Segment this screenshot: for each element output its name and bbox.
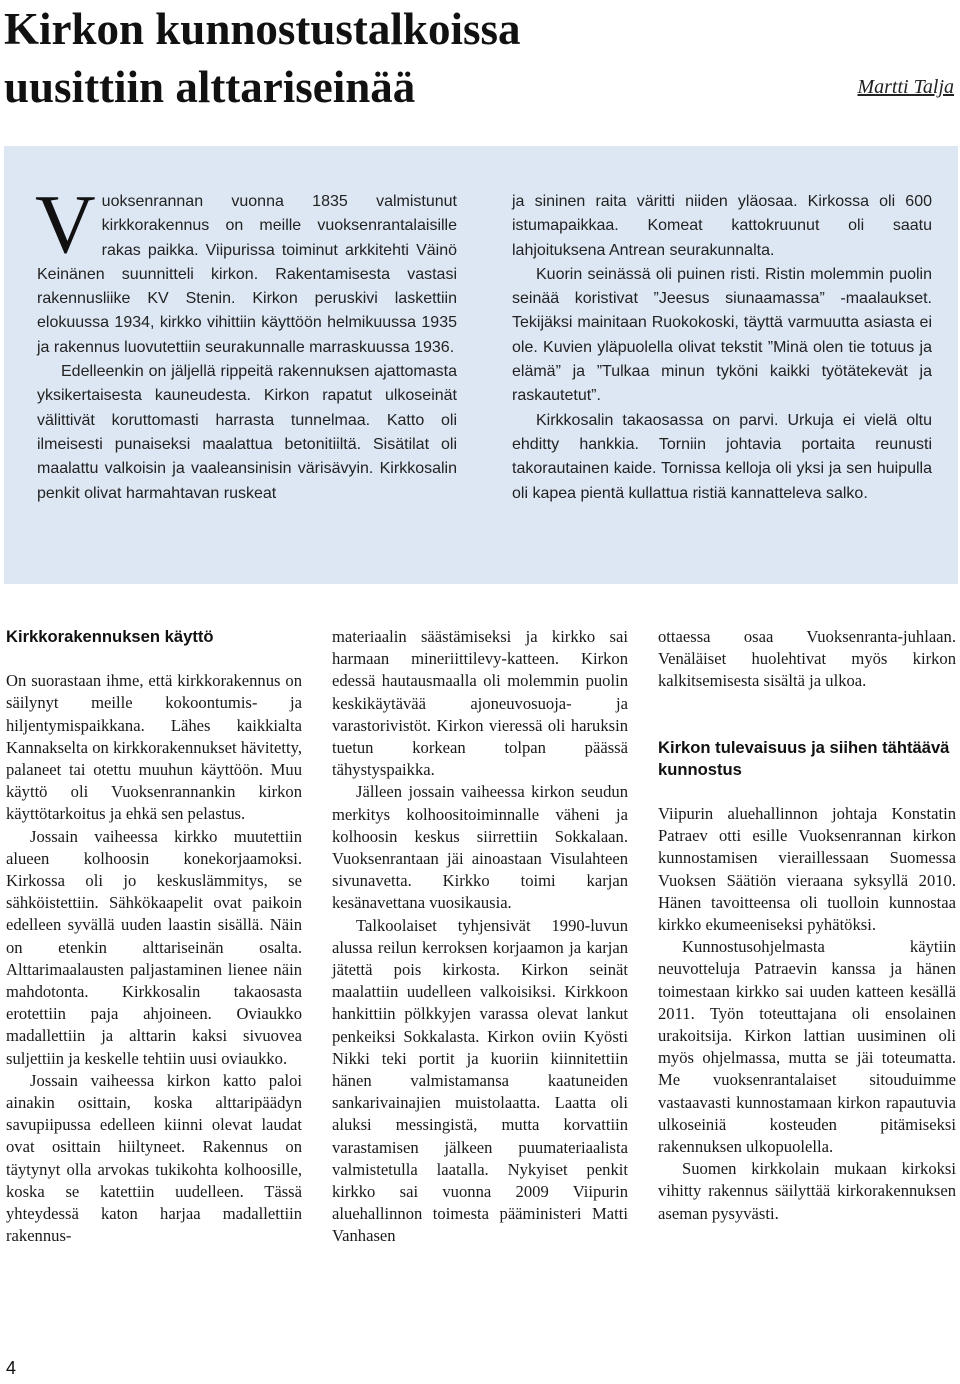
author-byline: Martti Talja [857, 76, 954, 98]
body-paragraph: materiaalin säästämiseksi ja kirkko sai harmaan mineriittilevy-katteen. Kirkon edessä hautausmaalla oli molemmin puolin keskikäytävää ajoneuvosuoja- ja varastorivistöt. Kirkon vieressä oli haruksin tuetun korkean tolpan päässä tähystyspaikka. [332, 627, 628, 780]
intro-paragraph: Kirkkosalin takaosassa on parvi. Urkuja ei vielä oltu ehditty hankkia. Torniin johtavia portaita reunusti takorautainen kaide. Tornissa kelloja oli yksi ja sen huipulla oli kapea pientä kullattua ristiä kannatteleva salko. [512, 411, 932, 502]
body-paragraph: Jossain vaiheessa kirkko muutettiin alueen kolhoosin konekorjaamoksi. Kirkossa oli jo keskuslämmitys, se sähköistettiin. Sähkökaapelit ovat paikoin edelleen syvällä uuden laastin sisällä. Näin on etenkin alttariseinän osalta. Alttarimaalausten paljastaminen lienee näin mahdotonta. Kirkkosalin takaosasta erotettiin paja ahjoineen. Oviaukko madallettiin ja alttarin kaksi sivuovea suljettiin ja keskelle tehtiin uusi oviaukko. [6, 826, 302, 1068]
intro-paragraph: ja sininen raita väritti niiden yläosaa. Kirkossa oli 600 istumapaikkaa. Komeat kattokruunut oli saatu lahjoituksena Antrean seurakunnalta. [512, 193, 932, 259]
body-paragraph: Jossain vaiheessa kirkon katto paloi ainakin osittain, koska alttaripäädyn savupiipussa edelleen kiinni olevat laudat ovat osittain hiiltyneet. Rakennus on täytynyt olla arvokas tukikohta kolhoosille, koska se katettiin uudelleen. Tässä yhteydessä katon harjaa madallettiin rakennus- [6, 1070, 302, 1246]
body-paragraph: ottaessa osaa Vuoksenranta-juhlaan. Venäläiset huolehtivat myös kirkon kalkitsemisesta sisältä ja ulkoa. [658, 627, 956, 691]
body-paragraph: Suomen kirkkolain mukaan kirkoksi vihitty rakennus säilyttää kirkorakennuksen aseman pysyvästi. [658, 1159, 956, 1223]
intro-paragraph [35, 178, 457, 360]
body-column-3 [658, 626, 956, 1225]
section-heading-usage: Kirkkorakennuksen käyttö [6, 627, 214, 646]
article-title-line-2: uusittiin alttariseinää [4, 62, 416, 112]
drop-cap: V [35, 178, 96, 271]
intro-paragraph: Edelleenkin on jäljellä rippeitä rakennuksen ajattomasta yksikertaisesta kauneudesta. Kirkon rapatut ulkoseinät välittivät koruttomasti harrasta tunnelmaa. Katto oli ilmeisesti punaiseksi maalattua betonitiiltä. Sisätilat oli maalattu valkoisin ja vaaleansinisin värisävyin. Kirkkosalin penkit olivat harmahtavan ruskeat [37, 363, 457, 502]
body-paragraph: Talkoolaiset tyhjensivät 1990-luvun alussa reilun kerroksen korjaamon ja karjan jätettä pois kirkosta. Kirkon seinät maalattiin uudelleen valkoisiksi. Kirkkoon hankittiin pölkkyjen varassa olevat lankut penkeiksi Sokkalasta. Kirkon oviin Kyösti Nikki teki portit ja kuoriin kiinnitettiin hänen valmistamansa kaatuneiden sankarivainajien muistolaatta. Laatta oli aluksi messingistä, mutta korvattiin varastamisen jälkeen puumateriaalista valmistetulla laatalla. Nykyiset penkit kirkko sai vuonna 2009 Viipurin aluehallinnon toimesta pääministeri Matti Vanhasen [332, 915, 628, 1246]
page-number: 4 [6, 1358, 17, 1378]
intro-paragraph: Kuorin seinässä oli puinen risti. Ristin molemmin puolin seinää koristivat ”Jeesus siunaamassa” -maalaukset. Tekijäksi mainitaan Ruokokoski, täyttä varmuutta asiasta ei ole. Kuvien yläpuolella olivat tekstit ”Minä olen tie totuus ja elämä” ja ”Tulkaa minun tyköni kaikki työtätekevät ja raskautetut”. [512, 265, 932, 405]
body-paragraph: Kunnostusohjelmasta käytiin neuvotteluja Patraevin kanssa ja hänen toimestaan kirkko sai uuden katteen kesällä 2011. Työn toteuttajana oli ensolainen urakoitsija. Kirkon lattian uusiminen oli myös ohjelmassa, mutta se jäi toteumatta. Me vuoksenrantalaiset sitouduimme vastaavasti kunnostamaan kirkon rapautuvia ulkoseiniä kosteuden pitämiseksi rakennuksen ulkopuolella. [658, 937, 956, 1157]
body-column-2 [332, 626, 628, 1248]
article-title-line-1: Kirkon kunnostustalkoissa [4, 4, 521, 54]
body-column-1 [6, 626, 302, 1247]
body-paragraph: Jälleen jossain vaiheessa kirkon seudun merkitys kolhoositoiminnalle väheni ja kolhoosin keskus siirrettiin Sokkalaan. Vuoksenrantaan jäi ainoastaan Visulahteen sivunavetta. Kirkko toimi karjan kesänavettana vuosikausia. [332, 782, 628, 913]
intro-right-column [512, 190, 932, 506]
intro-paragraph-text: uoksenrannan vuonna 1835 valmistunut kirkkorakennus on meille vuoksenrantalaisille rakas paikka. Viipurissa toiminut arkkitehti Väinö Keinänen suunnitteli kirkon. Rakentamisesta vastasi rakennusliike KV Stenin. Kirkon peruskivi laskettiin elokuussa 1934, kirkko vihittiin käyttöön helmikuussa 1935 ja rakennus luovutettiin seurakunnalle marraskuussa 1936. [37, 193, 457, 356]
section-heading-future: Kirkon tulevaisuus ja siihen tähtäävä kunnostus [658, 737, 950, 779]
article-title [4, 0, 520, 116]
body-paragraph: On suorastaan ihme, että kirkkorakennus on säilynyt meille kokoontumis- ja hiljentymispaikkana. Lähes kaikkialta Kannakselta on kirkkorakennukset hävitetty, palaneet tai otettu muuhun käyttöön. Muu käyttö oli Vuoksenrannankin kirkon käyttötarkoitus ja ehkä sen pelastus. [6, 671, 302, 824]
intro-left-column [35, 178, 457, 506]
body-paragraph: Viipurin aluehallinnon johtaja Konstatin Patraev otti esille Vuoksenrannan kirkon kunnostamisen vieraillessaan Suomessa Vuoksen Säätiön vieraana syksyllä 2010. Hänen tavoitteensa oli tuolloin kunnostaa kirkko ekumeeniseksi pyhätöksi. [658, 804, 956, 935]
